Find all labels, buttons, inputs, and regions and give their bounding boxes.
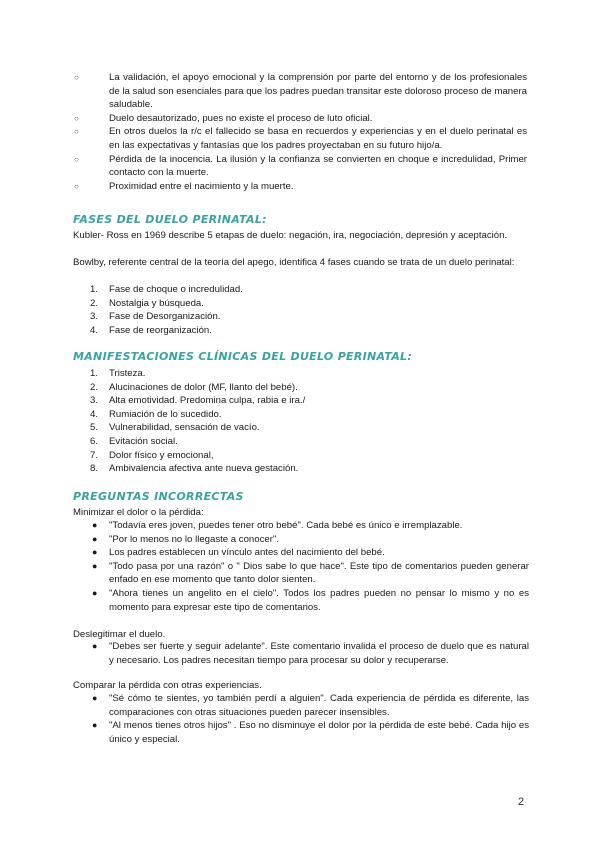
list-item-text: Fase de Desorganización. xyxy=(109,311,221,323)
list-item-text: Nostalgia y búsqueda. xyxy=(109,297,204,309)
list-item-text: "Al menos tienes otros hijos" . Eso no disminuye el dolor por la pérdida de este bebé. Cada hijo es único y especial. xyxy=(109,720,529,745)
label-comparar: Comparar la pérdida con otras experiencias. xyxy=(73,680,262,691)
list-number: 2. xyxy=(90,381,99,393)
list-number: 4. xyxy=(90,408,99,420)
list-item-text: Dolor físico y emocional, xyxy=(109,449,214,461)
circle-bullet-icon: ○ xyxy=(74,73,79,82)
list-item xyxy=(92,546,529,560)
dot-bullet-icon: ● xyxy=(92,720,98,731)
dot-bullet-icon: ● xyxy=(92,547,98,558)
label-deslegitimar: Deslegitimar el duelo. xyxy=(73,629,166,640)
circle-bullet-icon: ○ xyxy=(74,154,79,164)
label-minimizar: Minimizar el dolor o la pérdida: xyxy=(73,507,204,518)
list-item-text: "Ahora tienes un angelito en el cielo". Todos los padres pueden no pensar lo mismo y no es momento para expresar este tipo de comentarios. xyxy=(109,587,529,613)
dot-bullet-icon: ● xyxy=(92,520,98,530)
list-item-text: Alta emotividad. Predomina culpa, rabia e ira./ xyxy=(109,395,306,407)
list-item-text: Fase de choque o incredulidad. xyxy=(109,284,243,295)
section-heading-fases: FASES DEL DUELO PERINATAL: xyxy=(73,213,267,226)
section-heading-manifestaciones: MANIFESTACIONES CLÍNICAS DEL DUELO PERINATAL: xyxy=(73,350,413,363)
list-number: 7. xyxy=(90,449,99,461)
paragraph-kubler-ross: Kubler- Ross en 1969 describe 5 etapas de duelo: negación, ira, negociación, depresión y aceptación. xyxy=(73,230,508,241)
list-item xyxy=(92,587,529,614)
list-number: 1. xyxy=(90,368,99,379)
comparar-list xyxy=(92,692,529,746)
list-item-text: Evitación social. xyxy=(109,435,178,447)
list-item-text: Fase de reorganización. xyxy=(109,324,212,336)
list-item-text: "Todavía eres joven, puedes tener otro bebé". Cada bebé es único e irremplazable. xyxy=(109,520,463,531)
list-item-text: "Todo pasa por una razón" o " Dios sabe lo que hace". Este tipo de comentarios pueden generar enfado en ese momento que tanto dolor sienten. xyxy=(109,560,529,586)
list-item xyxy=(74,71,527,112)
dot-bullet-icon: ● xyxy=(92,693,98,703)
list-number: 2. xyxy=(90,297,99,309)
list-item xyxy=(90,324,529,338)
list-item xyxy=(90,310,529,324)
list-item xyxy=(90,283,529,297)
list-item-text: "Sé cómo te sientes, yo también perdí a alguien". Cada experiencia de pérdida es diferente, las comparaciones con otras situaciones pueden parecer insensibles. xyxy=(109,693,529,718)
paragraph-bowlby: Bowlby, referente central de la teoría del apego, identifica 4 fases cuando se trata de un duelo perinatal: xyxy=(73,257,515,268)
list-item xyxy=(90,297,529,311)
dot-bullet-icon: ● xyxy=(92,641,98,651)
manifestaciones-list xyxy=(90,367,529,476)
list-item-text: Proximidad entre el nacimiento y la muerte. xyxy=(109,180,294,192)
list-item xyxy=(90,381,529,395)
list-item xyxy=(90,449,529,463)
circle-bullet-icon: ○ xyxy=(74,113,79,123)
list-item xyxy=(92,692,529,719)
list-item xyxy=(92,519,529,533)
circle-bullet-icon: ○ xyxy=(74,181,79,191)
list-item xyxy=(90,367,529,381)
list-item-text: "Debes ser fuerte y seguir adelante". Este comentario invalida el proceso de duelo que es natural y necesario. Los padres necesitan tiempo para procesar su dolor y recuperarse. xyxy=(109,641,529,666)
list-item-text: Vulnerabilidad, sensación de vacío. xyxy=(109,422,260,434)
fases-list xyxy=(90,283,529,337)
dot-bullet-icon: ● xyxy=(92,533,98,544)
dot-bullet-icon: ● xyxy=(92,587,98,598)
list-item xyxy=(92,533,529,547)
list-item-text: La validación, el apoyo emocional y la comprensión por parte del entorno y de los profesionales de la salud son esenciales para que los padres puedan transitar este doloroso proceso de manera saludable. xyxy=(109,72,527,111)
list-number: 5. xyxy=(90,422,99,434)
list-item-text: Pérdida de la inocencia. La ilusión y la confianza se convierten en choque e incredulidad, Primer contacto con la muerte. xyxy=(109,153,527,179)
list-item-text: Ambivalencia afectiva ante nueva gestación. xyxy=(109,463,299,475)
list-item xyxy=(90,408,529,422)
list-item xyxy=(74,153,527,180)
page-number: 2 xyxy=(518,796,525,808)
section-heading-preguntas: PREGUNTAS INCORRECTAS xyxy=(73,490,244,503)
list-item xyxy=(90,462,529,476)
list-item xyxy=(90,421,529,435)
list-number: 4. xyxy=(90,324,99,336)
list-item-text: "Por lo menos no lo llegaste a conocer". xyxy=(109,533,279,545)
list-item-text: Alucinaciones de dolor (MF, llanto del bebé). xyxy=(109,381,298,393)
minimizar-list xyxy=(92,519,529,614)
list-number: 1. xyxy=(90,284,99,295)
list-item xyxy=(74,112,527,126)
dot-bullet-icon: ● xyxy=(92,560,98,571)
list-item-text: Tristeza. xyxy=(109,368,146,379)
deslegitimar-list xyxy=(92,640,529,667)
list-item xyxy=(74,180,527,194)
list-number: 8. xyxy=(90,463,99,475)
list-item xyxy=(92,719,529,746)
intro-list xyxy=(0,71,600,193)
circle-bullet-icon: ○ xyxy=(74,127,79,137)
list-item-text: Rumiación de lo sucedido. xyxy=(109,408,222,420)
list-number: 3. xyxy=(90,395,99,407)
list-item-text: Los padres establecen un vínculo antes del nacimiento del bebé. xyxy=(109,547,385,559)
list-number: 6. xyxy=(90,435,99,447)
list-item xyxy=(92,560,529,587)
list-item-text: Duelo desautorizado, pues no existe el proceso de luto oficial. xyxy=(109,112,373,124)
list-item-text: En otros duelos la r/c el fallecido se basa en recuerdos y experiencias y en el duelo perinatal es en las expectativas y fantasías que los padres proyectaban en su futuro hijo/a. xyxy=(109,126,527,151)
list-item xyxy=(90,435,529,449)
list-item xyxy=(92,640,529,667)
list-item xyxy=(90,394,529,408)
list-item xyxy=(74,125,527,152)
list-number: 3. xyxy=(90,311,99,323)
